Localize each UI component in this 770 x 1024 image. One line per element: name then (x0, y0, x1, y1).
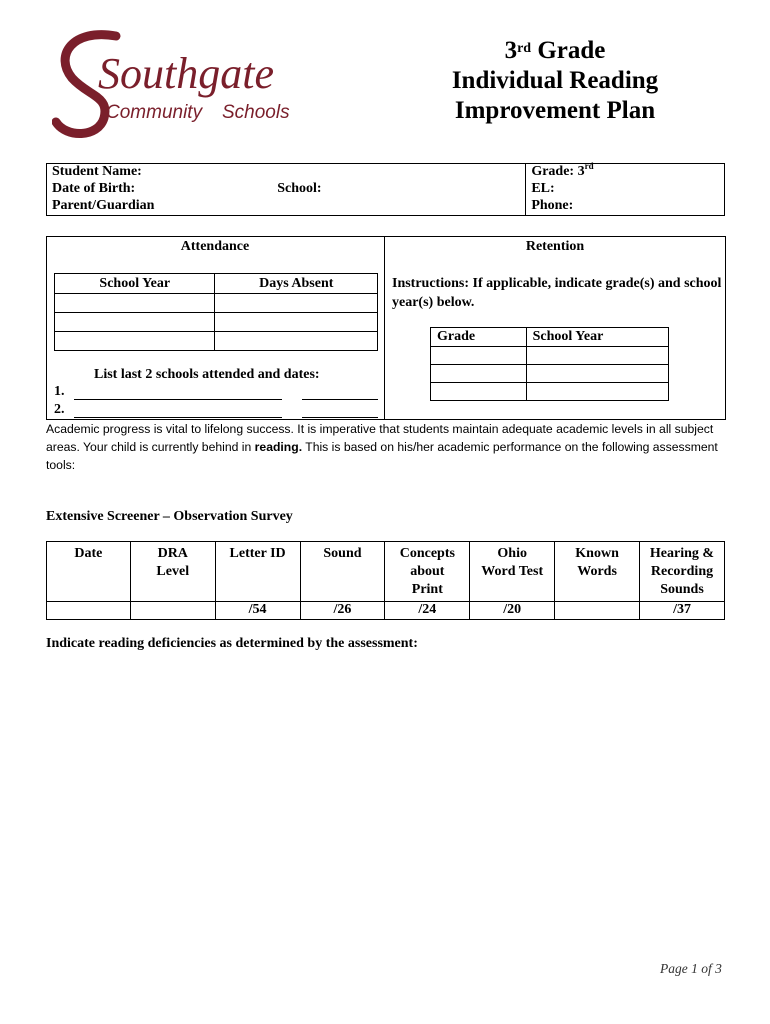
screener-score-dra-level[interactable] (130, 602, 215, 620)
ret-cell[interactable] (526, 383, 668, 401)
screener-col-sound: Sound (300, 542, 385, 602)
schools-list-label: List last 2 schools attended and dates: (94, 367, 320, 382)
screener-col-hearing-recording-sounds: Hearing & Recording Sounds (640, 542, 725, 602)
logo-sub-left: Community (106, 102, 203, 123)
school-line-1: 1. (54, 384, 65, 399)
screener-score-known-words[interactable] (555, 602, 640, 620)
attendance-title: Attendance (180, 239, 250, 254)
ret-cell[interactable] (431, 383, 527, 401)
screener-score-sound[interactable]: /26 (300, 602, 385, 620)
screener-col-ohio-word-test: Ohio Word Test (470, 542, 555, 602)
screener-col-known-words: Known Words (555, 542, 640, 602)
dob-label[interactable]: Date of Birth: (47, 181, 273, 198)
title-grade-num: 3 (504, 37, 518, 64)
school-label[interactable]: School: (277, 181, 322, 196)
screener-score-hearing-recording-sounds[interactable]: /37 (640, 602, 725, 620)
ret-col-grade: Grade (431, 328, 527, 347)
ret-cell[interactable] (431, 347, 527, 365)
att-cell[interactable] (215, 332, 378, 351)
screener-title: Extensive Screener – Observation Survey (46, 509, 293, 524)
screener-col-date: Date (47, 542, 131, 602)
screener-col-dra-level: DRA Level (130, 542, 215, 602)
title-grade-word: Grade (531, 37, 606, 64)
school-line-2: 2. (54, 402, 65, 417)
retention-title: Retention (525, 239, 585, 254)
student-info-table (46, 163, 725, 216)
parent-label[interactable]: Parent/Guardian (47, 198, 273, 216)
screener-score-letter-id[interactable]: /54 (215, 602, 300, 620)
title-grade-sup: rd (517, 41, 532, 56)
ret-col-year: School Year (526, 328, 668, 347)
school-2-name-field[interactable] (74, 417, 282, 418)
att-col-absent: Days Absent (215, 274, 378, 294)
screener-score-concepts-about-print[interactable]: /24 (385, 602, 470, 620)
box-divider (384, 236, 385, 420)
southgate-logo (52, 26, 342, 140)
screener-score-date[interactable] (47, 602, 131, 620)
page-number: Page 1 of 3 (660, 961, 722, 976)
retention-table (430, 327, 669, 401)
school-1-name-field[interactable] (74, 399, 282, 400)
page-title (400, 36, 710, 126)
student-name-blank[interactable] (272, 164, 526, 182)
att-cell[interactable] (215, 294, 378, 313)
grade-label[interactable]: Grade: 3rd (526, 164, 725, 182)
attendance-table (54, 273, 378, 351)
att-cell[interactable] (55, 294, 215, 313)
retention-instructions: Instructions: If applicable, indicate grade(s) and school year(s) below. (392, 276, 722, 310)
el-label[interactable]: EL: (526, 181, 725, 198)
screener-score-ohio-word-test[interactable]: /20 (470, 602, 555, 620)
ret-cell[interactable] (526, 347, 668, 365)
att-cell[interactable] (215, 313, 378, 332)
ret-cell[interactable] (526, 365, 668, 383)
progress-paragraph: Academic progress is vital to lifelong success. It is imperative that students maintain adequate academic levels in all subject areas. Your child is currently behind in reading. This is based on his/her academic performance on the following assessment tools: (46, 422, 718, 472)
phone-label[interactable]: Phone: (526, 198, 725, 216)
screener-col-letter-id: Letter ID (215, 542, 300, 602)
parent-blank[interactable] (272, 198, 526, 216)
logo-name: Southgate (98, 49, 274, 98)
screener-col-concepts-about-print: Concepts about Print (385, 542, 470, 602)
att-cell[interactable] (55, 313, 215, 332)
student-name-label[interactable]: Student Name: (47, 164, 273, 182)
deficiencies-label: Indicate reading deficiencies as determined by the assessment: (46, 636, 418, 651)
grade-sup: rd (584, 161, 594, 171)
bold-reading: reading. (254, 440, 303, 454)
school-2-date-field[interactable] (302, 417, 378, 418)
att-col-year: School Year (55, 274, 215, 294)
att-cell[interactable] (55, 332, 215, 351)
title-line3: Improvement Plan (454, 97, 656, 124)
title-line2: Individual Reading (451, 67, 659, 94)
logo-sub-right: Schools (222, 102, 290, 123)
ret-cell[interactable] (431, 365, 527, 383)
school-1-date-field[interactable] (302, 399, 378, 400)
screener-table (46, 541, 725, 620)
